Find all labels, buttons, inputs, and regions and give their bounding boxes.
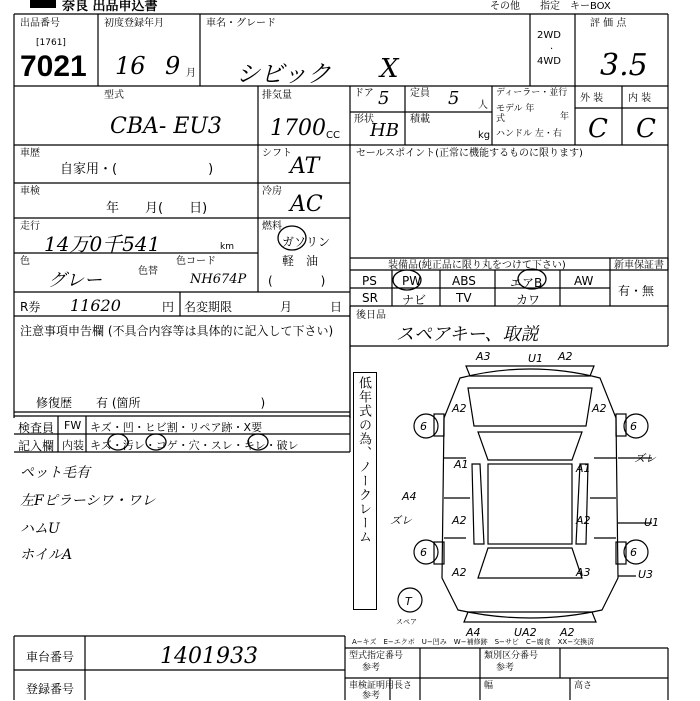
name-change-day: 日 <box>330 300 343 314</box>
mark-a2-rear: A2 <box>560 626 575 638</box>
year-unit: 年 <box>560 112 570 122</box>
no-claim-stamp: 低年式の為、ノークレーム <box>356 376 371 544</box>
car-damage-diagram <box>390 348 690 638</box>
mileage-value: 14万0千541 <box>44 232 161 256</box>
equip-abs: ABS <box>452 274 476 288</box>
rear-glass <box>478 548 582 578</box>
car-grade: X <box>380 54 399 84</box>
drive-2wd: 2WD <box>537 30 561 41</box>
mark-t-spare: T <box>405 595 412 608</box>
equip-aw: AW <box>574 274 594 288</box>
int-label: 内 装 <box>628 93 652 104</box>
retrofit-label: 後日品 <box>356 310 386 321</box>
fuel-gasoline: ガソリン <box>282 235 331 249</box>
model-label: 型式 <box>104 90 124 101</box>
warranty-value: 有・無 <box>618 284 655 298</box>
note-line-2: 左Fピラーシワ・ワレ <box>20 493 156 509</box>
door-label: ドア <box>354 88 374 99</box>
score-label: 評 価 点 <box>590 18 627 29</box>
score-value: 3.5 <box>600 48 648 83</box>
shift-value: AT <box>290 154 320 179</box>
chassis-number: 1401933 <box>160 644 258 669</box>
windshield <box>478 432 582 460</box>
damage-legend: A−キズ E−エクボ U−凹み W−補修跡 S−サビ C−腐食 XX−交換済 <box>352 638 595 646</box>
auction-name: 奈良 出品申込書 <box>62 0 158 14</box>
chassis-label: 車台番号 <box>26 650 75 664</box>
equip-pw: PW <box>402 274 422 288</box>
mark-a2-right: A2 <box>576 514 591 527</box>
recycle-value: 11620 <box>70 296 121 315</box>
shift-label: シフト <box>262 148 292 159</box>
shape-label: 形状 <box>354 114 374 125</box>
month-unit: 月 <box>186 68 196 79</box>
inspection-value: 年 月( 日) <box>106 201 208 216</box>
lot-number: 7021 <box>20 50 87 83</box>
mark-a2-fl: A2 <box>452 402 467 415</box>
model-year-label: モデル 年式 <box>496 104 535 124</box>
yen-unit: 円 <box>162 300 175 314</box>
length-label: 長さ <box>394 681 413 691</box>
fuel-label: 燃料 <box>262 221 282 232</box>
shape-value: HB <box>370 120 399 141</box>
recycle-label: R券 <box>20 300 41 314</box>
equip-airbag: エアB <box>510 276 543 290</box>
kg-unit: kg <box>478 130 491 141</box>
equip-tv: TV <box>456 291 472 305</box>
mark-a1-left: A1 <box>454 458 469 471</box>
class-sub: 参考 <box>496 663 515 673</box>
drive-4wd: 4WD <box>537 56 561 67</box>
cert-sub: 参考 <box>362 691 381 701</box>
equip-sr: SR <box>362 291 378 305</box>
first-reg-year: 16 <box>115 52 146 80</box>
color-value: グレー <box>48 270 102 291</box>
equipment-title: 装備品(純正品に限り丸をつけて下さい) <box>388 260 566 271</box>
equip-ps: PS <box>362 274 377 288</box>
spec-label: 型式指定番号 <box>349 651 404 661</box>
mark-6-rl: 6 <box>420 546 427 559</box>
fuel-diesel: 軽 油 <box>282 254 319 268</box>
inspection-label: 車検 <box>20 186 40 197</box>
name-change-label: 名変期限 <box>184 300 233 314</box>
disp-label: 排気量 <box>262 90 292 101</box>
car-name: シビック <box>236 60 332 88</box>
mark-6-rr: 6 <box>630 546 637 559</box>
km-unit: km <box>220 242 234 252</box>
mark-ua2-rear: UA2 <box>514 626 537 638</box>
fw-text: キズ・凹・ヒビ割・リペア跡・X要 <box>90 421 263 434</box>
history-value: 自家用・( ) <box>60 162 214 177</box>
front-bumper <box>466 366 594 376</box>
note-line-3: ハムU <box>20 521 60 537</box>
height-label: 高さ <box>574 681 593 691</box>
notes-title: 注意事項申告欄 (不具合内容等は具体的に記入して下さい) <box>20 324 334 338</box>
mileage-label: 走行 <box>20 221 40 232</box>
mark-6-fr: 6 <box>630 420 637 433</box>
ac-value: AC <box>290 192 323 217</box>
retrofit-value: スペアキー、取説 <box>396 324 539 345</box>
class-label: 類別区分番号 <box>484 651 539 661</box>
mark-a4-rear: A4 <box>466 626 481 638</box>
spare-label: スペア <box>396 618 417 626</box>
int-grade: C <box>636 114 656 144</box>
mark-a3-rr: A3 <box>576 566 591 579</box>
mark-a4-left: A4 <box>402 490 417 503</box>
disp-value: 1700 <box>270 116 326 141</box>
mark-zure-left: ズレ <box>390 514 412 527</box>
mark-a2-fr: A2 <box>592 402 607 415</box>
ext-label: 外 装 <box>580 93 604 104</box>
cc-unit: CC <box>326 130 340 141</box>
mark-a2-left: A2 <box>452 514 467 527</box>
warranty-label: 新車保証書 <box>614 260 664 271</box>
color-label: 色 <box>20 256 30 267</box>
load-label: 積載 <box>410 114 430 125</box>
mark-a2-rl: A2 <box>452 566 467 579</box>
note-line-1: ペット毛有 <box>20 465 90 481</box>
color-swap-label: 色替 <box>138 266 158 277</box>
ac-label: 冷房 <box>262 186 282 197</box>
capacity-value: 5 <box>448 88 460 109</box>
mark-u1-right: U1 <box>644 516 660 529</box>
name-change-month: 月 <box>280 300 293 314</box>
color-code-value: NH674P <box>190 272 247 287</box>
mark-a1-right: A1 <box>576 462 591 475</box>
spec-sub: 参考 <box>362 663 381 673</box>
inspector-label: 検査員 <box>18 421 55 435</box>
hood <box>468 388 592 426</box>
name-label: 車名・グレード <box>206 18 276 29</box>
ext-grade: C <box>588 114 608 144</box>
roof <box>488 464 572 544</box>
color-code-label: 色コード <box>176 256 216 267</box>
lot-label: 出品番号 <box>20 18 60 29</box>
cert-label: 車検証明用 <box>349 681 395 691</box>
model-value: CBA- EU3 <box>110 114 222 139</box>
history-label: 車歴 <box>20 148 40 159</box>
mark-u1-front: U1 <box>528 352 544 365</box>
mark-a2-front: A2 <box>558 350 573 363</box>
door-value: 5 <box>378 88 390 109</box>
first-reg-label: 初度登録年月 <box>104 18 164 29</box>
reg-label: 登録番号 <box>26 682 75 696</box>
rear-bumper <box>464 612 596 622</box>
dealer-label: ディーラー・並行 <box>496 88 568 98</box>
note-line-4: ホイルA <box>20 547 73 563</box>
mark-u3-rr: U3 <box>638 568 654 581</box>
handle-label: ハンドル 左・右 <box>496 129 562 139</box>
int-text: キズ・汚レ・コゲ・穴・スレ・キレ・破レ <box>90 439 299 452</box>
header-right-label: その他 指定 キーBOX <box>490 1 611 12</box>
width-label: 幅 <box>484 681 494 691</box>
mark-6-fl: 6 <box>420 420 427 433</box>
fw-label: FW <box>64 419 82 432</box>
fuel-circle <box>278 226 306 250</box>
fuel-other: ( ) <box>268 274 326 288</box>
person-unit: 人 <box>478 100 488 111</box>
equip-leather: カワ <box>516 293 541 307</box>
int-code-label: 内装 <box>62 439 84 452</box>
mark-zure-right: ズレ <box>634 452 656 465</box>
equip-navi: ナビ <box>402 293 427 307</box>
mark-a3-front: A3 <box>476 350 491 363</box>
capacity-label: 定員 <box>410 88 430 99</box>
writer-label: 記入欄 <box>18 439 55 453</box>
lot-sub: [1761] <box>36 38 66 48</box>
sales-point-label: セールスポイント(正常に機能するものに限ります) <box>356 148 583 159</box>
repair-history: 修復歴 有 (箇所 ) <box>36 396 266 410</box>
first-reg-month: 9 <box>165 52 181 80</box>
